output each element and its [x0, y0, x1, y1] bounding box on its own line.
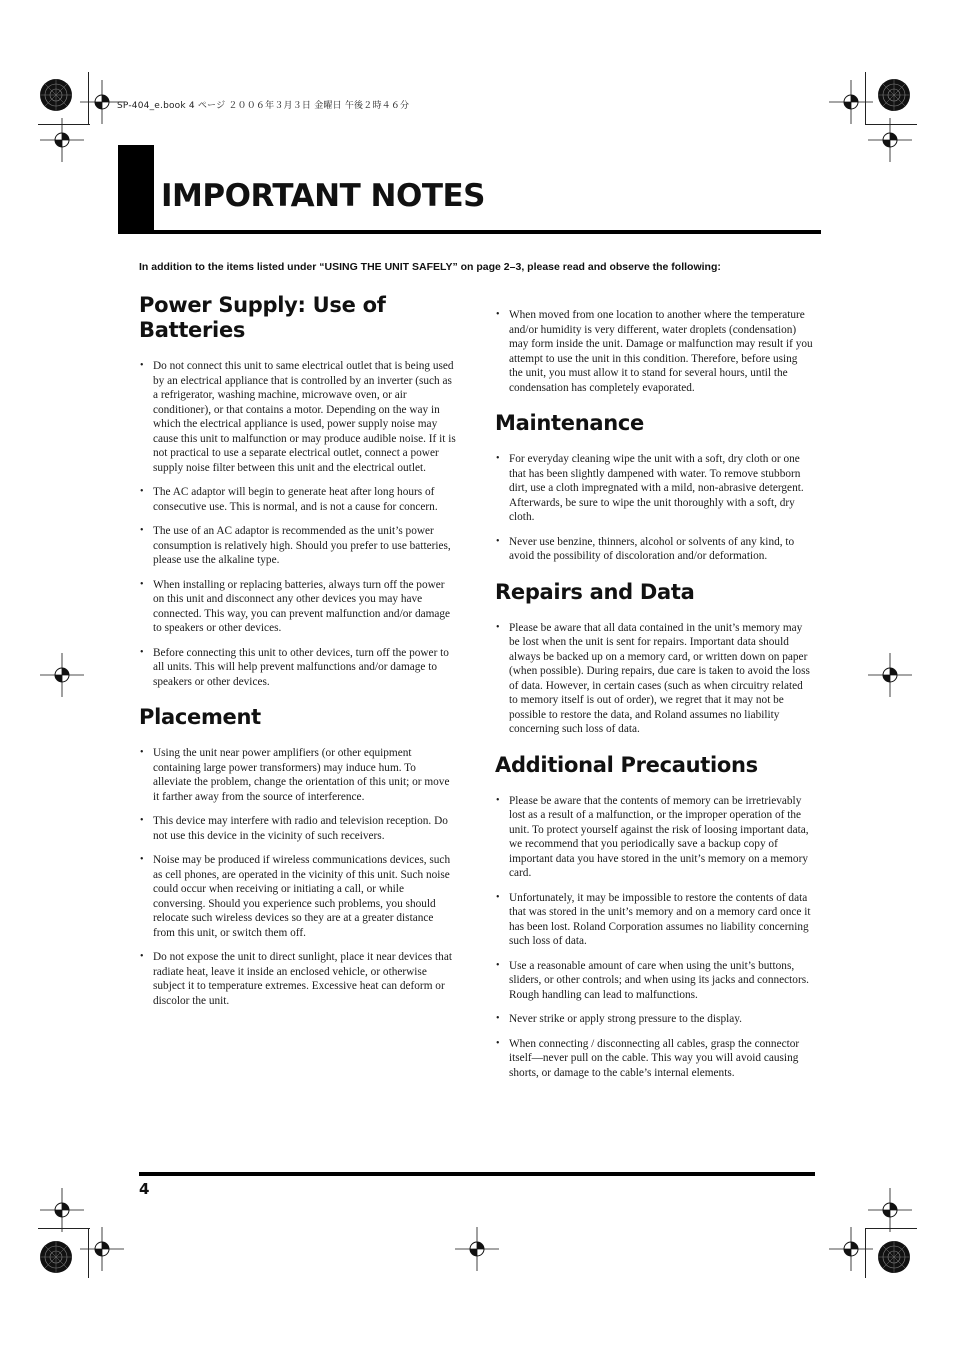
section-heading: Additional Precautions: [495, 752, 758, 777]
section-heading: Placement: [139, 705, 261, 729]
section-heading: Maintenance: [495, 411, 644, 435]
registration-crosshair-icon: [829, 80, 873, 124]
list-item: • Using the unit near power amplifiers (or other equipment containing large power transformers) may induce hum. To alleviate the problem, change the orientation of this unit; or move it farther away from the source of interference.: [139, 746, 457, 804]
left-column: [139, 293, 457, 1024]
title-block-bar: [118, 145, 154, 233]
list-item: • Use a reasonable amount of care when using the unit’s buttons, sliders, or other controls; and when using its jacks and connectors. Rough handling can lead to malfunctions.: [495, 959, 813, 1003]
bullet-list: [495, 794, 813, 1081]
crop-line: [88, 72, 89, 124]
section-placement-continued: [495, 308, 813, 395]
list-item: • When installing or replacing batteries, always turn off the power on this unit and disconnect any other devices you may have connected. This way, you can prevent malfunction and/or damage to speakers or other devices.: [139, 578, 457, 636]
list-item: • Do not connect this unit to same electrical outlet that is being used by an electrical appliance that is controlled by an inverter (such as a refrigerator, washing machine, microwave oven, or air conditioner), or that contains a motor. Depending on the way in which the electrical appliance is used, power supply noise may cause this unit to malfunction or may produce audible noise. If it is not practical to use a separate electrical outlet, connect a power supply noise filter between this unit and the electrical outlet.: [139, 359, 457, 475]
section-maintenance: [495, 411, 813, 564]
registration-crosshair-icon: [868, 1188, 912, 1232]
crop-line: [38, 1228, 90, 1229]
registration-star-icon: [877, 1240, 911, 1274]
section-additional-precautions: [495, 753, 813, 1081]
list-item: • When moved from one location to another where the temperature and/or humidity is very different, water droplets (condensation) may form inside the unit. Damage or malfunction may result if you attempt to use the unit in this condition. Therefore, before using the unit, you must allow it to stand for several hours, until the condensation has completely evaporated.: [495, 308, 813, 395]
footer-rule: [139, 1172, 815, 1176]
section-power-supply: [139, 293, 457, 689]
list-item: • The use of an AC adaptor is recommended as the unit’s power consumption is relatively high. Should you prefer to use batteries, please use the alkaline type.: [139, 524, 457, 568]
list-item: • Please be aware that all data contained in the unit’s memory may be lost when the unit is sent for repairs. Important data should always be backed up on a memory card, or written down on paper (when possible). During repairs, due care is taken to avoid the loss of data. However, in certain cases (such as when circuitry related to memory itself is out of order), we regret that it may not be possible to restore the data, and Roland assumes no liability concerning such loss of data.: [495, 621, 813, 737]
list-item: • Never strike or apply strong pressure to the display.: [495, 1012, 813, 1027]
bullet-list: [139, 359, 457, 689]
crop-line: [865, 1228, 917, 1229]
registration-crosshair-icon: [40, 1188, 84, 1232]
title-rule: [118, 230, 821, 234]
bullet-list: [495, 452, 813, 564]
list-item: • Do not expose the unit to direct sunlight, place it near devices that radiate heat, leave it inside an enclosed vehicle, or otherwise subject it to temperature extremes. Excessive heat can deform or discolor the unit.: [139, 950, 457, 1008]
registration-crosshair-icon: [829, 1227, 873, 1271]
registration-crosshair-icon: [80, 1227, 124, 1271]
list-item: • The AC adaptor will begin to generate heat after long hours of consecutive use. This is normal, and is not a cause for concern.: [139, 485, 457, 514]
page-title: IMPORTANT NOTES: [161, 178, 485, 214]
bullet-list: [139, 746, 457, 1008]
bullet-list: [495, 621, 813, 737]
crop-line: [865, 124, 917, 125]
crop-line: [865, 1228, 866, 1278]
page-number: 4: [139, 1180, 150, 1198]
crop-line: [88, 1228, 89, 1278]
list-item: • Please be aware that the contents of memory can be irretrievably lost as a result of a malfunction, or the improper operation of the unit. To protect yourself against the risk of loosing important data, we recommend that you periodically save a backup copy of important data you have stored in the unit’s memory on a memory card.: [495, 794, 813, 881]
registration-star-icon: [877, 78, 911, 112]
section-heading: Repairs and Data: [495, 579, 695, 604]
section-repairs-and-data: [495, 580, 813, 737]
intro-text: In addition to the items listed under “USING THE UNIT SAFELY” on page 2–3, please read and observe the following:: [139, 261, 721, 273]
list-item: • This device may interfere with radio and television reception. Do not use this device in the vicinity of such receivers.: [139, 814, 457, 843]
registration-star-icon: [39, 78, 73, 112]
list-item: • Unfortunately, it may be impossible to restore the contents of data that was stored in the unit’s memory and on a memory card once it has been lost. Roland Corporation assumes no liability concerning such loss of data.: [495, 891, 813, 949]
section-heading: Power Supply: Use of Batteries: [139, 293, 386, 342]
list-item: • When connecting / disconnecting all cables, grasp the connector itself—never pull on the cable. This way you will avoid causing shorts, or damage to the cable’s internal elements.: [495, 1037, 813, 1081]
list-item: • Noise may be produced if wireless communications devices, such as cell phones, are operated in the vicinity of this unit. Such noise could occur when receiving or initiating a call, or while conversing. Should you experience such problems, you should relocate such wireless devices so they are at a greater distance from this unit, or switch them off.: [139, 853, 457, 940]
registration-crosshair-icon: [455, 1227, 499, 1271]
bullet-list: [495, 308, 813, 395]
registration-crosshair-icon: [40, 653, 84, 697]
registration-crosshair-icon: [868, 653, 912, 697]
section-placement: [139, 705, 457, 1008]
right-column: [495, 308, 813, 1096]
list-item: • Never use benzine, thinners, alcohol or solvents of any kind, to avoid the possibility of discoloration and/or deformation.: [495, 535, 813, 564]
crop-line: [38, 124, 90, 125]
list-item: • Before connecting this unit to other devices, turn off the power to all units. This will help prevent malfunctions and/or damage to speakers or other devices.: [139, 646, 457, 690]
print-header-meta: SP-404_e.book 4 ページ ２００６年３月３日 金曜日 午後２時４６分: [117, 101, 410, 111]
crop-line: [865, 72, 866, 124]
list-item: • For everyday cleaning wipe the unit with a soft, dry cloth or one that has been slightly dampened with water. To remove stubborn dirt, use a cloth impregnated with a mild, non-abrasive detergent. Afterwards, be sure to wipe the unit thoroughly with a soft, dry cloth.: [495, 452, 813, 525]
registration-star-icon: [39, 1240, 73, 1274]
